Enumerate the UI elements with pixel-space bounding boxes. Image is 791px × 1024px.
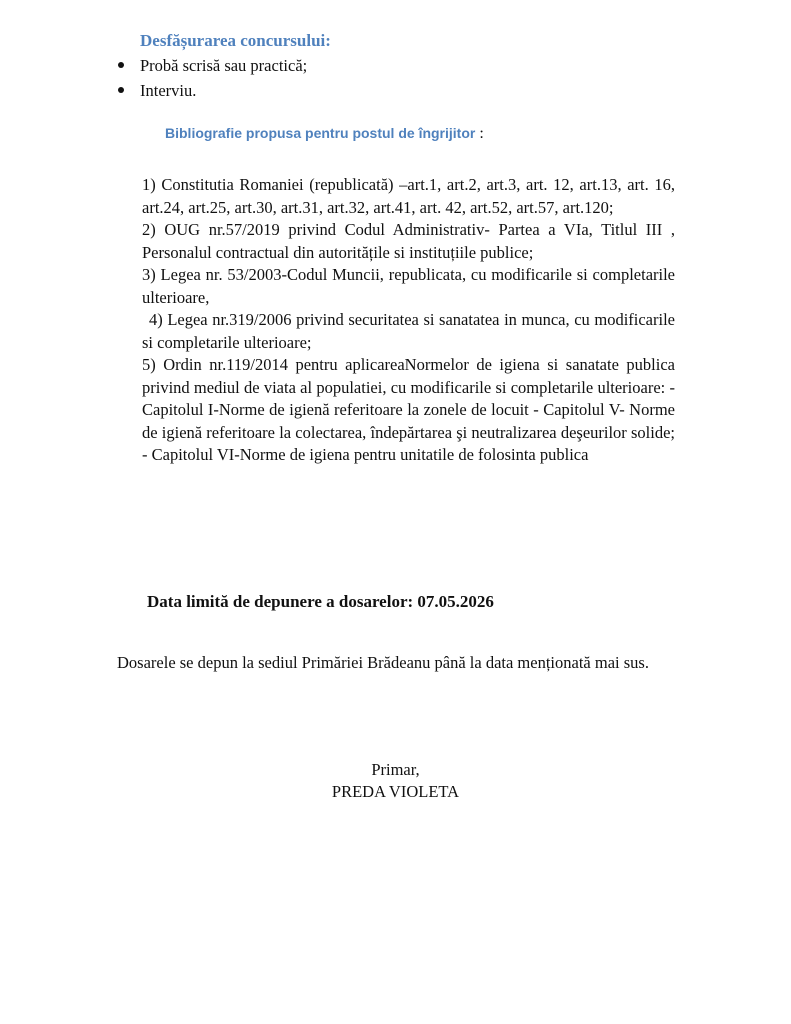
deadline-text: Data limită de depunere a dosarelor: 07.05.2026 bbox=[147, 592, 494, 611]
stage-label: Probă scrisă sau practică; bbox=[140, 56, 308, 75]
signature-name: PREDA VIOLETA bbox=[331, 782, 460, 801]
stage-label: Interviu. bbox=[140, 81, 197, 100]
section-heading: Desfășurarea concursului: bbox=[140, 31, 331, 50]
bibliography-item: 1) Constitutia Romaniei (republicată) –art.1, art.2, art.3, art. 12, art.13, art. 16, art.24, art.25, art.30, art.31, art.32, art.41, art. 42, art.52, art.57, art.120; bbox=[142, 175, 675, 217]
bibliography-item: 3) Legea nr. 53/2003-Codul Muncii, republicata, cu modificarile si completarile ulterioare, bbox=[142, 265, 675, 307]
bibliography-title-suffix: : bbox=[475, 125, 484, 142]
bibliography-list bbox=[142, 174, 675, 467]
list-item bbox=[118, 78, 307, 103]
bibliography-item: 4) Legea nr.319/2006 privind securitatea si sanatatea in munca, cu modificarile si completarile ulterioare; bbox=[142, 310, 675, 352]
stages-list bbox=[118, 53, 307, 103]
bullet-icon bbox=[118, 87, 124, 93]
bibliography-item: 2) OUG nr.57/2019 privind Codul Administrativ- Partea a VIa, Titlul III , Personalul contractual din autoritățile si instituțiile publice; bbox=[142, 220, 675, 262]
signature-role: Primar, bbox=[371, 760, 420, 779]
list-item bbox=[118, 53, 307, 78]
bibliography-item: 5) Ordin nr.119/2014 pentru aplicareaNormelor de igiena si sanatate publica privind mediul de viata al populatiei, cu modificarile si completarile ulterioare: - Capitolul I-Norme de igienă referitoare la zonele de locuit - Capitolul V- Norme de igienă referitoare la colectarea, îndepărtarea şi neutralizarea deşeurilor solide; - Capitolul VI-Norme de igiena pentru unitatile de folosinta publica bbox=[142, 355, 675, 464]
bullet-icon bbox=[118, 62, 124, 68]
bibliography-title bbox=[165, 125, 484, 143]
submission-notice: Dosarele se depun la sediul Primăriei Brădeanu până la data menționată mai sus. bbox=[117, 653, 649, 672]
bibliography-title-text: Bibliografie propusa pentru postul de îngrijitor bbox=[165, 125, 476, 141]
